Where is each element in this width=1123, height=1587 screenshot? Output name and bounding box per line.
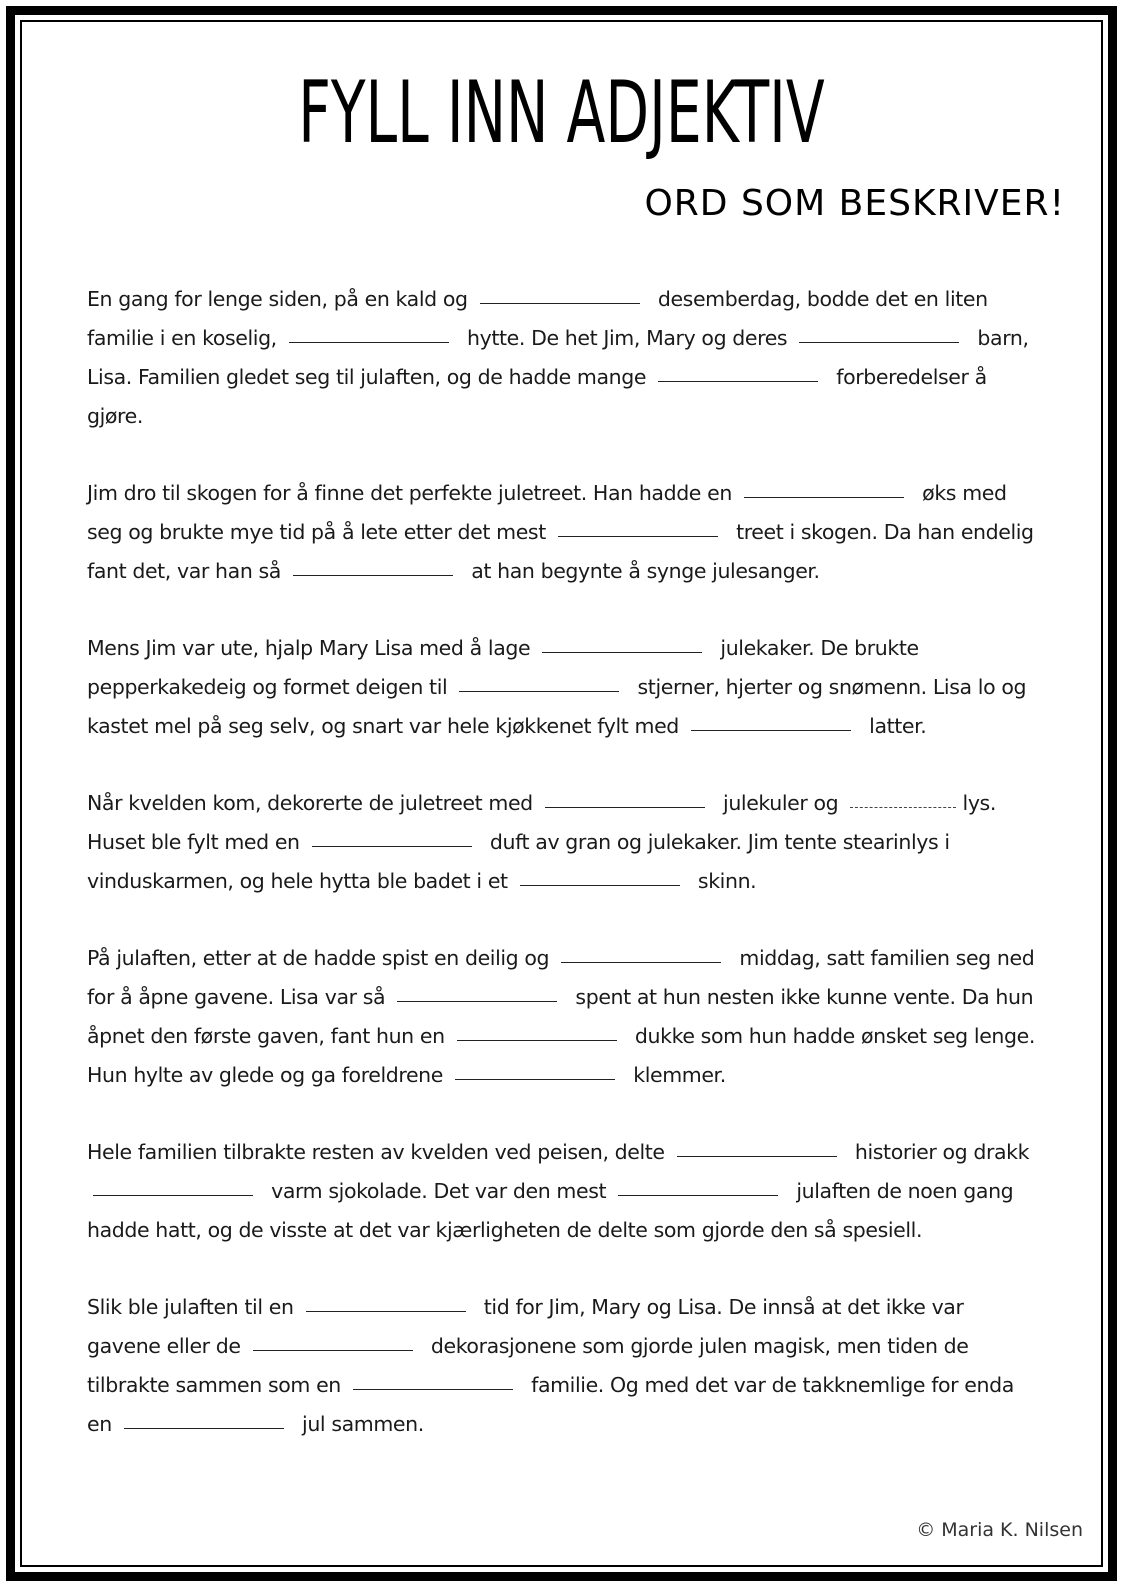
adjective-blank-5[interactable] [744, 496, 904, 498]
adjective-blank-7[interactable] [293, 574, 453, 576]
story-text-segment: treet i skogen. Da han endelig fant det, var han så [87, 520, 1034, 583]
story-text-segment: duft av gran og julekaker. Jim tente stearinlys i vinduskarmen, og hele hytta ble badet i et [87, 830, 950, 893]
worksheet-subtitle: ORD SOM BESKRIVER! [644, 183, 1065, 224]
adjective-blank-9[interactable] [459, 690, 619, 692]
adjective-blank-10[interactable] [691, 729, 851, 731]
story-text-segment: En gang for lenge siden, på en kald og [87, 287, 474, 311]
adjective-blank-14[interactable] [520, 884, 680, 886]
adjective-blank-1[interactable] [480, 302, 640, 304]
story-text-segment: julekuler og [716, 791, 845, 815]
story-text-segment: Jim dro til skogen for å finne det perfekte juletreet. Han hadde en [87, 481, 739, 505]
adjective-blank-16[interactable] [397, 1000, 557, 1002]
adjective-blank-24[interactable] [353, 1388, 513, 1390]
adjective-blank-13[interactable] [312, 845, 472, 847]
adjective-blank-3[interactable] [799, 341, 959, 343]
story-text-segment: Mens Jim var ute, hjalp Mary Lisa med å lage [87, 636, 537, 660]
story-text-segment: lys. Huset ble fylt med en [87, 791, 996, 854]
story-text-segment: varm sjokolade. Det var den mest [265, 1179, 613, 1203]
adjective-blank-22[interactable] [306, 1310, 466, 1312]
story-text-segment: middag, satt familien seg ned for å åpne gavene. Lisa var så [87, 946, 1035, 1009]
adjective-blank-23[interactable] [253, 1349, 413, 1351]
story-paragraph [87, 1288, 1042, 1444]
story-text-segment: latter. [863, 714, 927, 738]
adjective-blank-15[interactable] [561, 961, 721, 963]
adjective-blank-11[interactable] [545, 806, 705, 808]
adjective-blank-20[interactable] [93, 1194, 253, 1196]
story-text-segment: familie. Og med det var de takknemlige for enda en [87, 1373, 1014, 1436]
adjective-blank-18[interactable] [455, 1078, 615, 1080]
story-text-segment: desemberdag, bodde det en liten familie i en koselig, [87, 287, 988, 350]
adjective-blank-4[interactable] [658, 380, 818, 382]
adjective-blank-12[interactable] [850, 806, 956, 808]
story-text [87, 280, 1042, 1482]
copyright-notice: © Maria K. Nilsen [916, 1519, 1083, 1541]
adjective-blank-25[interactable] [124, 1427, 284, 1429]
adjective-blank-6[interactable] [558, 535, 718, 537]
story-text-segment: hytte. De het Jim, Mary og deres [460, 326, 794, 350]
story-text-segment: julekaker. De brukte pepperkakedeig og formet deigen til [87, 636, 919, 699]
story-text-segment: historier og drakk [848, 1140, 1030, 1164]
story-text-segment: dukke som hun hadde ønsket seg lenge. Hun hylte av glede og ga foreldrene [87, 1024, 1035, 1087]
story-paragraph [87, 1133, 1042, 1250]
story-text-segment: Slik ble julaften til en [87, 1295, 300, 1319]
story-text-segment: Når kvelden kom, dekorerte de juletreet med [87, 791, 539, 815]
adjective-blank-21[interactable] [618, 1194, 778, 1196]
story-text-segment: stjerner, hjerter og snømenn. Lisa lo og kastet mel på seg selv, og snart var hele kjøkkenet fylt med [87, 675, 1027, 738]
story-text-segment: at han begynte å synge julesanger. [465, 559, 820, 583]
story-text-segment: På julaften, etter at de hadde spist en deilig og [87, 946, 556, 970]
story-text-segment: skinn. [691, 869, 757, 893]
story-text-segment: øks med seg og brukte mye tid på å lete etter det mest [87, 481, 1007, 544]
story-text-segment: spent at hun nesten ikke kunne vente. Da hun åpnet den første gaven, fant hun en [87, 985, 1034, 1048]
story-text-segment: barn, Lisa. Familien gledet seg til julaften, og de hadde mange [87, 326, 1029, 389]
adjective-blank-17[interactable] [457, 1039, 617, 1041]
story-text-segment: klemmer. [627, 1063, 726, 1087]
adjective-blank-8[interactable] [542, 651, 702, 653]
adjective-blank-19[interactable] [677, 1155, 837, 1157]
story-text-segment: jul sammen. [295, 1412, 424, 1436]
story-paragraph [87, 629, 1042, 746]
story-text-segment: Hele familien tilbrakte resten av kvelden ved peisen, delte [87, 1140, 671, 1164]
story-paragraph [87, 784, 1042, 901]
story-text-segment: julaften de noen gang hadde hatt, og de visste at det var kjærligheten de delte som gjorde den så spesiell. [87, 1179, 1014, 1242]
story-paragraph [87, 474, 1042, 591]
story-text-segment: dekorasjonene som gjorde julen magisk, men tiden de tilbrakte sammen som en [87, 1334, 969, 1397]
story-paragraph [87, 280, 1042, 436]
story-text-segment: forberedelser å gjøre. [87, 365, 987, 428]
worksheet-title: FYLL INN ADJEKTIV [298, 63, 825, 163]
story-paragraph [87, 939, 1042, 1095]
story-text-segment: tid for Jim, Mary og Lisa. De innså at det ikke var gavene eller de [87, 1295, 964, 1358]
adjective-blank-2[interactable] [289, 341, 449, 343]
